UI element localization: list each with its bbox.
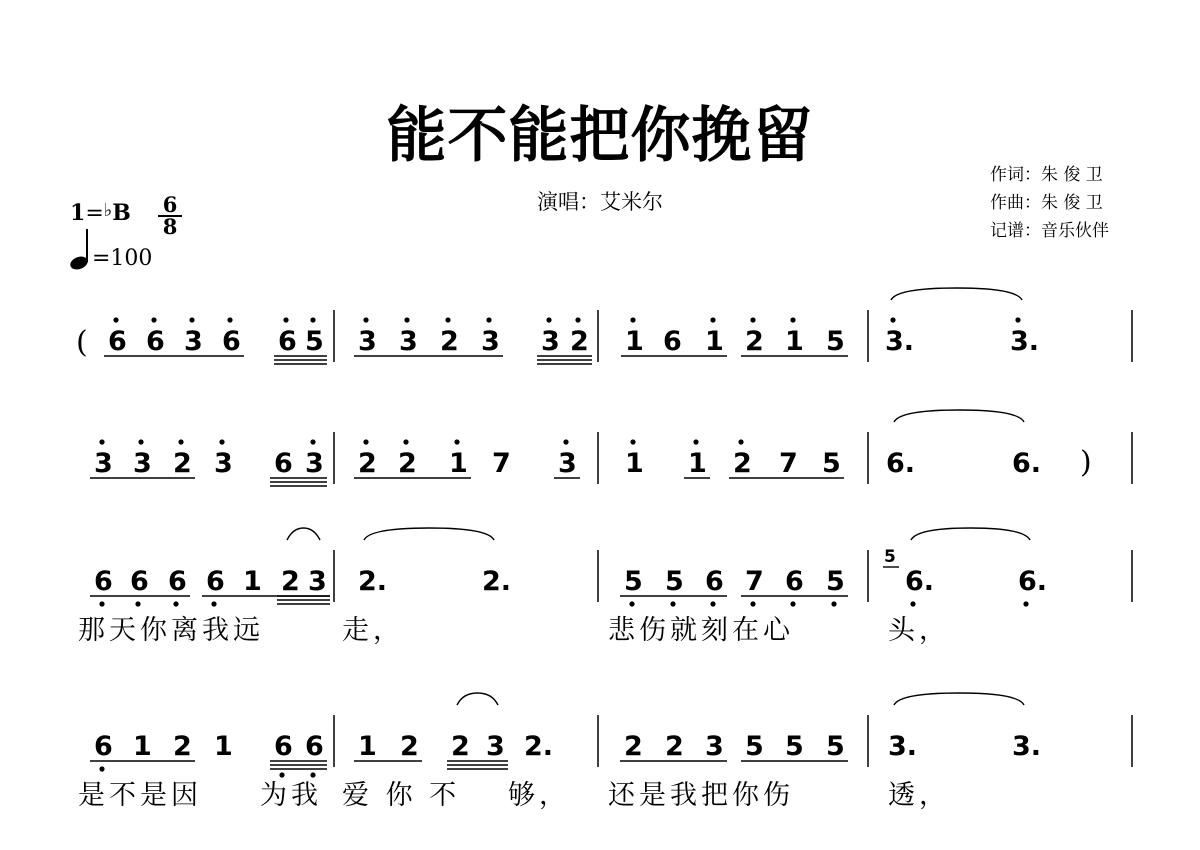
octave-dot-above: [113, 317, 118, 322]
note-0-15: 2: [745, 326, 764, 357]
note-0-0: 6: [108, 326, 127, 357]
note-1-8: 1: [449, 448, 468, 479]
key-signature: 1=♭B: [70, 200, 131, 226]
note-0-6: 3: [358, 326, 377, 357]
octave-dot-above: [189, 317, 194, 322]
octave-dot-above: [310, 317, 315, 322]
octave-dot-above: [445, 317, 450, 322]
lyric-text: 够，: [508, 780, 570, 811]
time-signature: 6 8: [158, 196, 182, 236]
tempo-marking: =100: [92, 246, 153, 271]
note-0-1: 6: [146, 326, 165, 357]
tie-arc: [894, 693, 1024, 705]
octave-dot-above: [890, 317, 895, 322]
octave-dot-above: [563, 439, 568, 444]
octave-dot-above: [310, 439, 315, 444]
note-0-4: 6: [278, 326, 297, 357]
octave-dot-above: [403, 439, 408, 444]
lyric-text: 是不是因: [78, 780, 202, 811]
note-3-5: 6: [305, 731, 324, 762]
note-3-0: 6: [94, 731, 113, 762]
note-0-9: 3: [481, 326, 500, 357]
tie-arc: [364, 528, 494, 540]
note-3-9: 3: [486, 731, 505, 762]
octave-dot-below: [831, 601, 836, 606]
note-2-10: 5: [665, 566, 684, 597]
singer-credit: 演唱：艾米尔: [537, 190, 663, 214]
note-2-13: 6: [785, 566, 804, 597]
note-2-8: 2.: [482, 566, 512, 597]
note-1-3: 3: [214, 448, 233, 479]
transcriber-credit: 记谱：音乐伙伴: [990, 221, 1109, 241]
note-1-9: 7: [492, 448, 511, 479]
note-1-7: 2: [398, 448, 417, 479]
note-2-0: 6: [94, 566, 113, 597]
tie-arc: [287, 528, 320, 540]
octave-dot-below: [629, 601, 634, 606]
note-3-10: 2.: [524, 731, 554, 762]
note-0-3: 6: [222, 326, 241, 357]
note-3-7: 2: [400, 731, 419, 762]
lyric-text: 走，: [342, 615, 404, 646]
octave-dot-above: [790, 317, 795, 322]
note-0-8: 2: [440, 326, 459, 357]
note-0-14: 1: [705, 326, 724, 357]
octave-dot-above: [99, 439, 104, 444]
note-0-16: 1: [785, 326, 804, 357]
note-3-18: 3.: [1012, 731, 1042, 762]
lyric-text: 还是我把你伤: [608, 780, 794, 811]
lyric-text: 为我: [260, 780, 322, 811]
octave-dot-below: [211, 601, 216, 606]
octave-dot-above: [151, 317, 156, 322]
note-1-17: 6.: [1012, 448, 1042, 479]
octave-dot-above: [1015, 317, 1020, 322]
octave-dot-above: [546, 317, 551, 322]
note-3-14: 5: [745, 731, 764, 762]
octave-dot-above: [283, 317, 288, 322]
note-2-14: 5: [826, 566, 845, 597]
octave-dot-below: [710, 601, 715, 606]
octave-dot-above: [363, 439, 368, 444]
note-3-11: 2: [624, 731, 643, 762]
note-0-18: 3.: [885, 326, 915, 357]
note-2-3: 6: [206, 566, 225, 597]
note-0-19: 3.: [1010, 326, 1040, 357]
octave-dot-below: [910, 601, 915, 606]
octave-dot-below: [99, 601, 104, 606]
note-0-5: 5: [305, 326, 324, 357]
note-1-11: 1: [625, 448, 644, 479]
octave-dot-above: [630, 317, 635, 322]
note-3-6: 1: [358, 731, 377, 762]
note-1-16: 6.: [886, 448, 916, 479]
note-2-7: 2.: [358, 566, 388, 597]
note-2-16: 6.: [1018, 566, 1048, 597]
lyric-text: 那天你离我远: [78, 615, 264, 646]
composer-credit: 作曲：朱 俊 卫: [990, 193, 1103, 213]
octave-dot-above: [486, 317, 491, 322]
lyric-text: 透，: [888, 780, 950, 811]
octave-dot-below: [670, 601, 675, 606]
octave-dot-above: [138, 439, 143, 444]
note-3-17: 3.: [888, 731, 918, 762]
note-1-6: 2: [358, 448, 377, 479]
octave-dot-above: [693, 439, 698, 444]
octave-dot-below: [790, 601, 795, 606]
note-1-12: 1: [688, 448, 707, 479]
note-3-15: 5: [785, 731, 804, 762]
octave-dot-above: [630, 439, 635, 444]
note-1-14: 7: [779, 448, 798, 479]
octave-dot-above: [750, 317, 755, 322]
note-1-4: 6: [274, 448, 293, 479]
note-3-4: 6: [274, 731, 293, 762]
octave-dot-below: [173, 601, 178, 606]
note-1-0: 3: [94, 448, 113, 479]
note-0-13: 6: [663, 326, 682, 357]
note-2-12: 7: [745, 566, 764, 597]
tie-arc: [457, 693, 498, 705]
grace-note: 5: [884, 547, 896, 567]
paren-close: ): [1080, 445, 1092, 480]
note-3-8: 2: [451, 731, 470, 762]
note-0-17: 5: [826, 326, 845, 357]
song-title: 能不能把你挽留: [386, 101, 814, 171]
note-1-1: 3: [133, 448, 152, 479]
lyric-text: 爱 你 不: [342, 780, 461, 811]
note-3-2: 2: [173, 731, 192, 762]
lyric-text: 悲伤就刻在心: [608, 615, 794, 646]
octave-dot-above: [454, 439, 459, 444]
tie-arc: [891, 288, 1022, 300]
octave-dot-above: [219, 439, 224, 444]
note-2-15: 6.: [905, 566, 935, 597]
octave-dot-above: [227, 317, 232, 322]
note-2-4: 1: [243, 566, 262, 597]
octave-dot-above: [178, 439, 183, 444]
note-1-5: 3: [305, 448, 324, 479]
note-0-7: 3: [399, 326, 418, 357]
note-1-15: 5: [822, 448, 841, 479]
note-2-6: 3: [308, 566, 327, 597]
note-0-10: 3: [541, 326, 560, 357]
note-2-1: 6: [130, 566, 149, 597]
note-2-2: 6: [168, 566, 187, 597]
paren-open: (: [76, 325, 88, 360]
octave-dot-below: [1023, 601, 1028, 606]
note-3-13: 3: [705, 731, 724, 762]
note-0-11: 2: [570, 326, 589, 357]
note-1-13: 2: [733, 448, 752, 479]
note-3-1: 1: [133, 731, 152, 762]
note-0-12: 1: [625, 326, 644, 357]
note-2-5: 2: [281, 566, 300, 597]
tie-arc: [894, 410, 1024, 422]
octave-dot-above: [404, 317, 409, 322]
lyricist-credit: 作词：朱 俊 卫: [990, 165, 1103, 185]
lyric-text: 头，: [888, 615, 950, 646]
note-3-16: 5: [826, 731, 845, 762]
octave-dot-below: [135, 601, 140, 606]
octave-dot-below: [99, 766, 104, 771]
note-3-3: 1: [214, 731, 233, 762]
note-3-12: 2: [665, 731, 684, 762]
octave-dot-above: [363, 317, 368, 322]
note-1-2: 2: [173, 448, 192, 479]
octave-dot-below: [750, 601, 755, 606]
note-0-2: 3: [184, 326, 203, 357]
note-2-9: 5: [624, 566, 643, 597]
octave-dot-above: [710, 317, 715, 322]
octave-dot-above: [738, 439, 743, 444]
note-2-11: 6: [705, 566, 724, 597]
octave-dot-above: [575, 317, 580, 322]
note-1-10: 3: [558, 448, 577, 479]
tie-arc: [911, 528, 1030, 540]
